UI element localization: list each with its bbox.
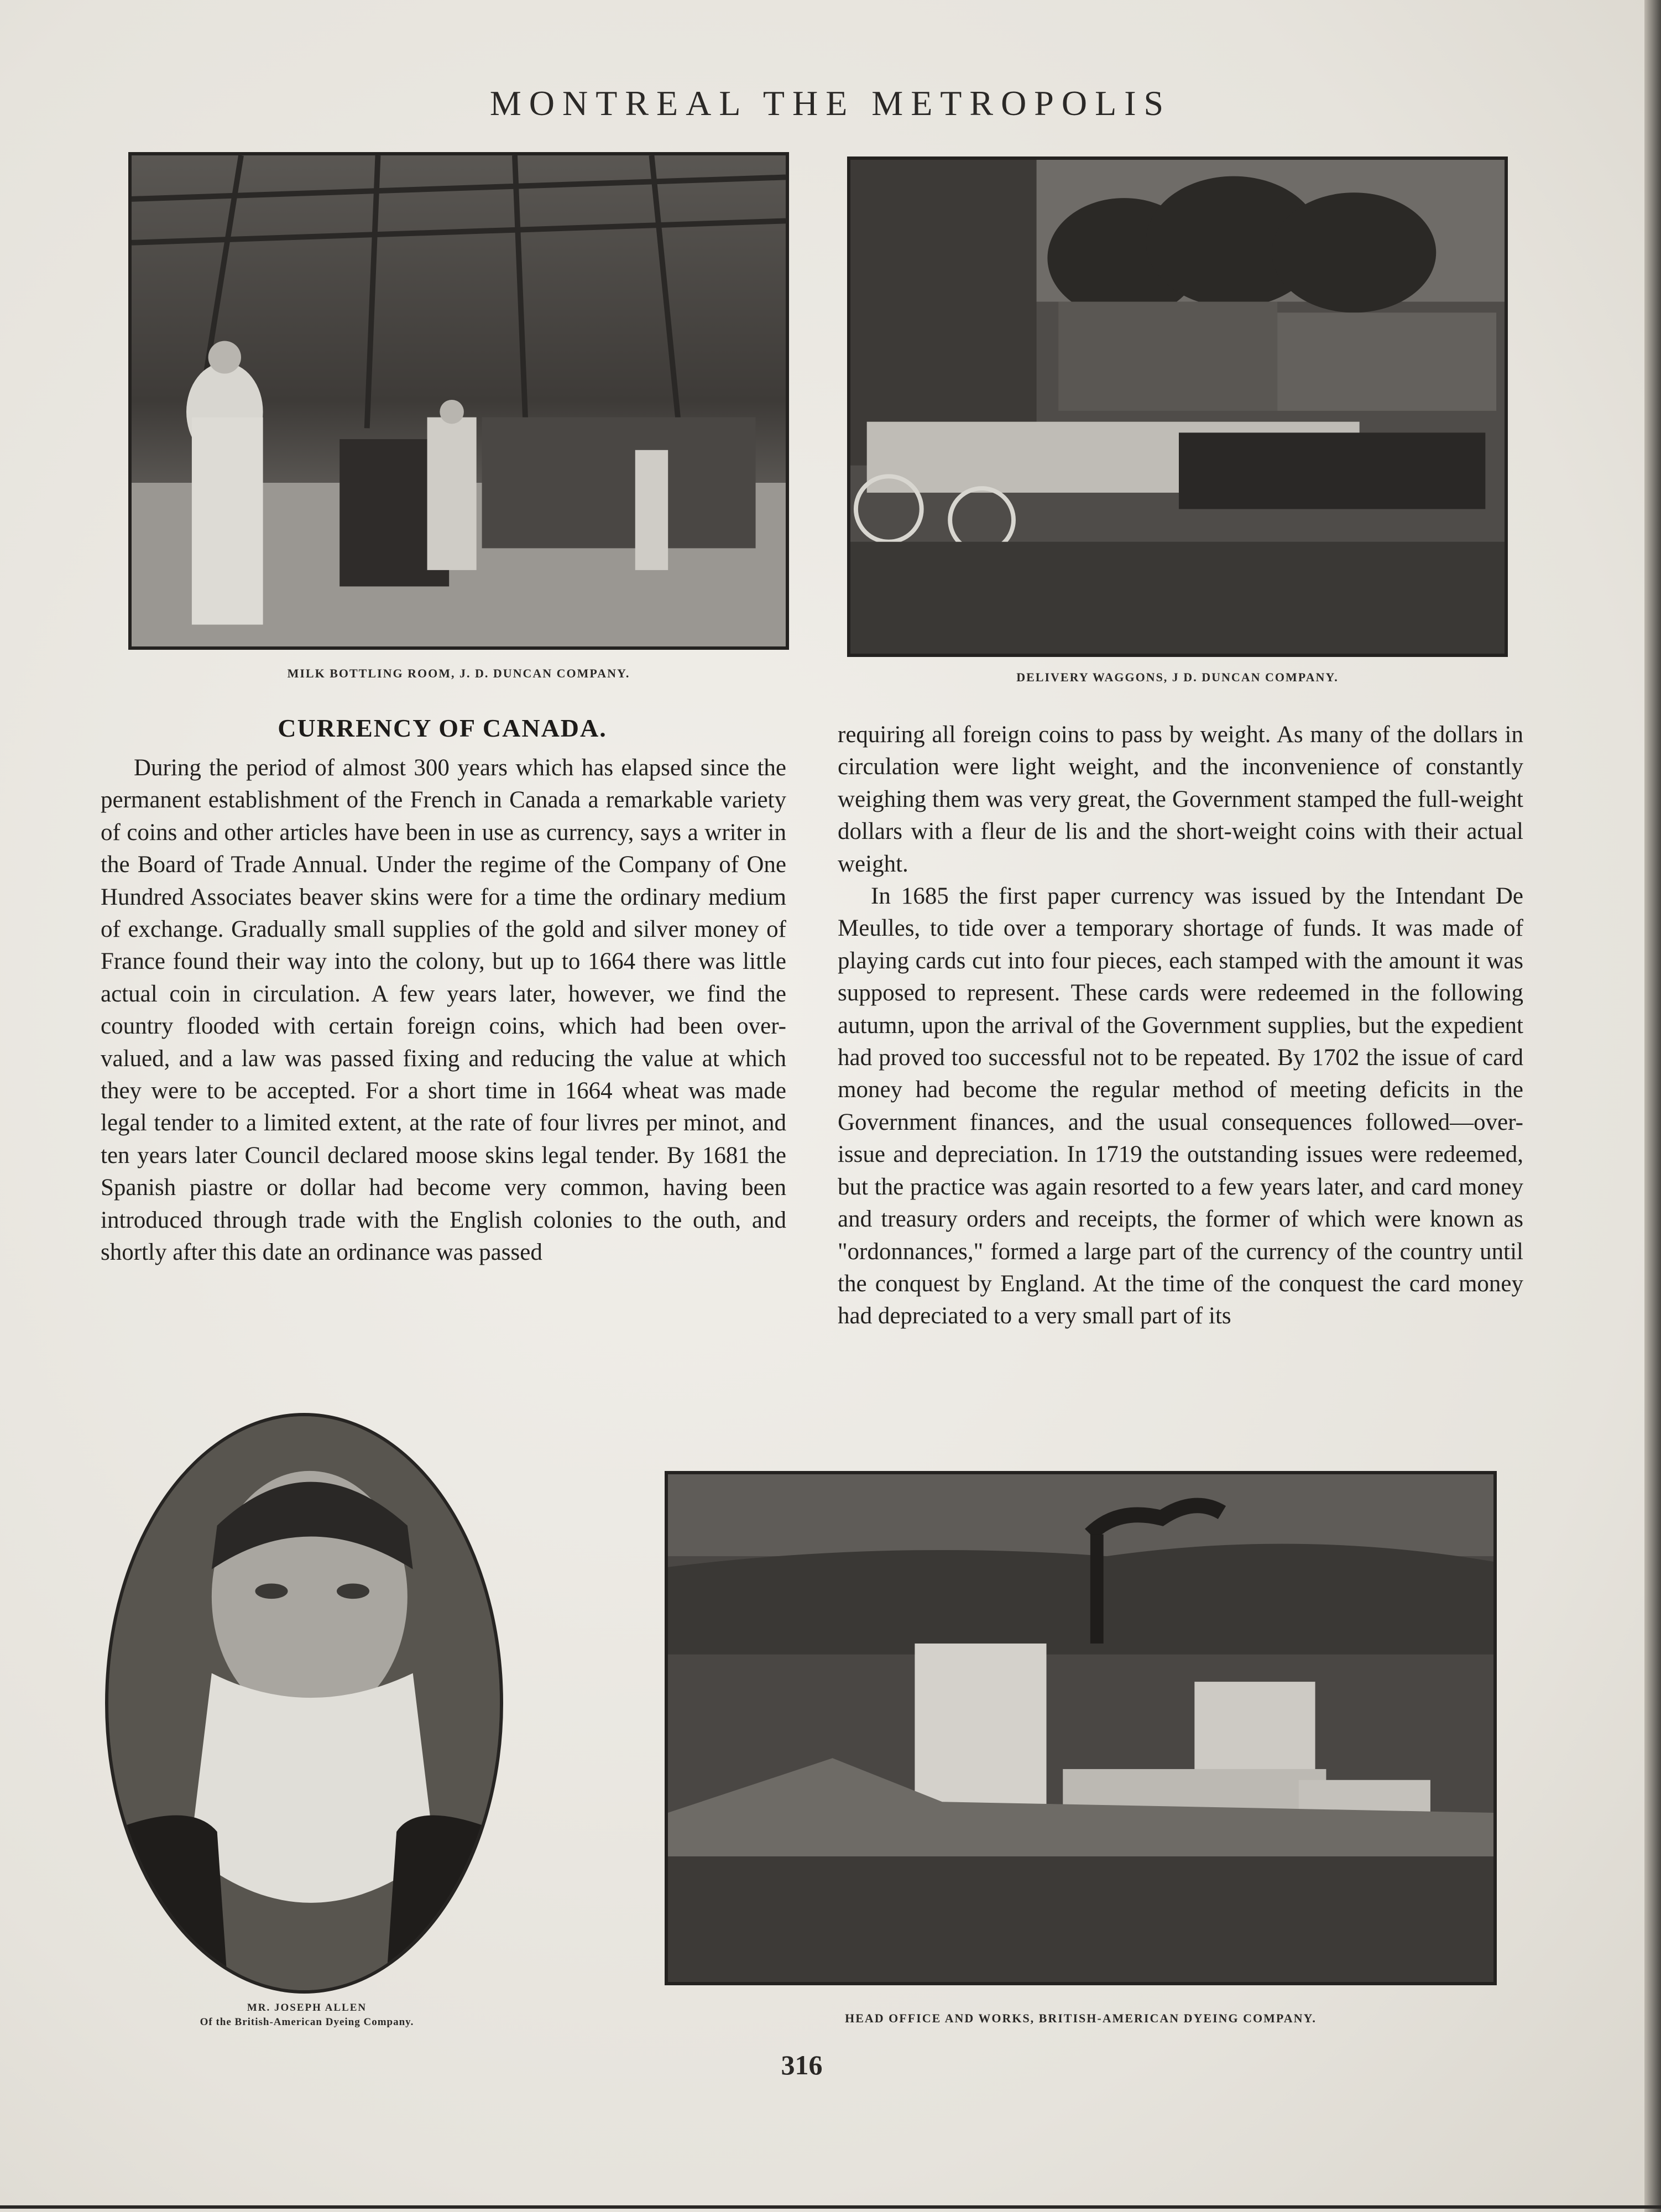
milk-bottling-room-photo [128, 152, 789, 650]
bottom-rule [0, 2205, 1661, 2209]
joseph-allen-portrait [105, 1413, 503, 1994]
head-office-works-image [668, 1474, 1493, 1982]
head-office-caption: HEAD OFFICE AND WORKS, BRITISH-AMERICAN DYEING COMPANY. [845, 2011, 1317, 2025]
delivery-waggons-image [850, 160, 1505, 654]
running-head: MONTREAL THE METROPOLIS [489, 84, 1172, 123]
article-left-column [101, 752, 786, 1269]
article-paragraph: In 1685 the first paper currency was issued by the Intendant De Meulles, to tide over a temporary shortage of funds. It was made of playing cards cut into four pieces, each stamped with the amount it was supposed to represent. These cards were redeemed in the following autumn, upon the arrival of the Government supplies, but the expedient had proved too successful not to be repeated. By 1702 the issue of card money had become the regular method of meeting deficits in the Government finances, and the usual consequences followed—over-issue and depreciation. In 1719 the outstanding issues were redeemed, but the practice was again resorted to a few years later, and card money and treasury orders and receipts, the former of which were known as "ordonnances," formed a large part of the currency of the country until the conquest by England. At the time of the conquest the card money had depreciated to a very small part of its [838, 883, 1523, 1329]
portrait-caption-sub: Of the British-American Dyeing Company. [200, 2016, 414, 2028]
portrait-caption [127, 2002, 487, 2028]
head-office-works-photo [665, 1471, 1497, 1985]
portrait-image [108, 1416, 500, 1990]
article-paragraph: requiring all foreign coins to pass by weight. As many of the dollars in circulation were light weight, and the inconvenience of constantly weighing them was very great, the Government stamped the full-weight dollars with a fleur de lis and the short-weight coins with their actual weight. [838, 722, 1523, 877]
article-title: CURRENCY OF CANADA. [278, 714, 607, 742]
milk-bottling-caption: MILK BOTTLING ROOM, J. D. DUNCAN COMPANY. [287, 666, 630, 680]
portrait-caption-name: MR. JOSEPH ALLEN [247, 2002, 367, 2013]
delivery-waggons-photo [847, 156, 1508, 657]
page-edge [1644, 0, 1661, 2212]
page-number: 316 [781, 2049, 823, 2080]
article-paragraph: During the period of almost 300 years which has elapsed since the permanent establishment of the French in Canada a remarkable variety of coins and other articles have been in use as currency, says a writer in the Board of Trade Annual. Under the regime of the Company of One Hundred Associates beaver skins were for a time the ordinary medium of exchange. Gradually small supplies of the gold and silver money of France found their way into the colony, but up to 1664 there was little actual coin in circulation. A few years later, however, we find the country flooded with certain foreign coins, which had been over-valued, and a law was passed fixing and reducing the value at which they were to be accepted. For a short time in 1664 wheat was made legal tender to a limited extent, at the rate of four livres per minot, and ten years later Council declared moose skins legal tender. By 1681 the Spanish piastre or dollar had become very common, having been introduced through trade with the English colonies to the outh, and shortly after this date an ordinance was passed [101, 755, 786, 1266]
delivery-waggons-caption: DELIVERY WAGGONS, J D. DUNCAN COMPANY. [1016, 670, 1339, 684]
article-right-column [838, 719, 1523, 1333]
milk-bottling-room-image [132, 155, 786, 646]
